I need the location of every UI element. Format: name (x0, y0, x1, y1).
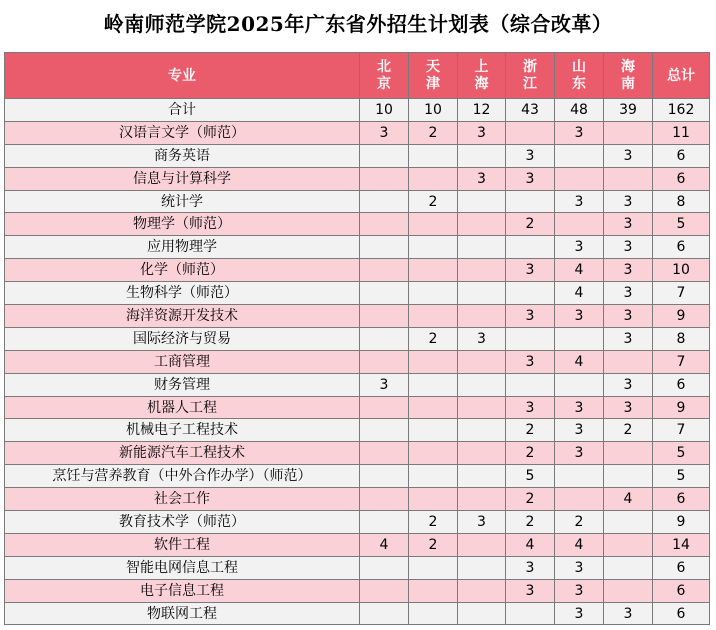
cell-total: 6 (653, 373, 710, 396)
table-row-grand-total (5, 99, 710, 122)
cell-beijing (360, 511, 409, 534)
column-header-beijing-line2: 京 (377, 75, 391, 92)
cell-shanghai (458, 465, 506, 488)
cell-hainan (604, 167, 653, 190)
cell-total: 6 (653, 488, 710, 511)
cell-beijing: 10 (360, 99, 409, 122)
cell-total: 10 (653, 259, 710, 282)
cell-major: 智能电网信息工程 (5, 556, 360, 579)
column-header-tianjin-line2: 津 (426, 75, 440, 92)
column-header-tianjin (409, 53, 458, 99)
cell-total: 7 (653, 282, 710, 305)
table-row (5, 511, 710, 534)
table-row (5, 419, 710, 442)
cell-zhejiang: 3 (506, 350, 555, 373)
cell-hainan (604, 465, 653, 488)
column-header-hainan-line1: 海 (621, 58, 635, 75)
cell-hainan: 3 (604, 396, 653, 419)
cell-shanghai: 3 (458, 167, 506, 190)
cell-total: 8 (653, 190, 710, 213)
cell-tianjin: 2 (409, 511, 458, 534)
cell-major: 烹饪与营养教育（中外合作办学）（师范） (5, 465, 360, 488)
cell-hainan (604, 556, 653, 579)
table-header-row (5, 53, 710, 99)
cell-shanghai (458, 144, 506, 167)
cell-zhejiang: 3 (506, 259, 555, 282)
cell-tianjin (409, 396, 458, 419)
cell-tianjin (409, 602, 458, 625)
cell-total: 6 (653, 236, 710, 259)
cell-tianjin (409, 259, 458, 282)
column-header-shandong-line2: 东 (572, 75, 586, 92)
cell-zhejiang: 3 (506, 167, 555, 190)
cell-hainan: 39 (604, 99, 653, 122)
cell-shanghai: 3 (458, 327, 506, 350)
cell-beijing (360, 442, 409, 465)
cell-major: 生物科学（师范） (5, 282, 360, 305)
cell-hainan: 3 (604, 236, 653, 259)
cell-beijing (360, 213, 409, 236)
cell-shandong: 3 (555, 305, 604, 328)
cell-tianjin (409, 144, 458, 167)
cell-zhejiang: 2 (506, 488, 555, 511)
cell-tianjin: 2 (409, 190, 458, 213)
cell-zhejiang (506, 236, 555, 259)
column-header-shandong (555, 53, 604, 99)
cell-tianjin (409, 282, 458, 305)
column-header-zhejiang (506, 53, 555, 99)
cell-shandong (555, 144, 604, 167)
cell-tianjin: 2 (409, 121, 458, 144)
cell-shandong: 3 (555, 121, 604, 144)
cell-major: 社会工作 (5, 488, 360, 511)
column-header-shanghai-line1: 上 (474, 58, 489, 75)
cell-tianjin (409, 556, 458, 579)
cell-beijing (360, 419, 409, 442)
cell-shandong: 3 (555, 579, 604, 602)
cell-beijing (360, 556, 409, 579)
cell-beijing (360, 144, 409, 167)
cell-zhejiang: 3 (506, 579, 555, 602)
cell-total: 8 (653, 327, 710, 350)
cell-shandong: 3 (555, 236, 604, 259)
cell-tianjin: 10 (409, 99, 458, 122)
cell-shanghai (458, 282, 506, 305)
cell-zhejiang: 3 (506, 144, 555, 167)
cell-shandong: 3 (555, 556, 604, 579)
cell-total: 5 (653, 442, 710, 465)
cell-beijing: 3 (360, 373, 409, 396)
table-row (5, 259, 710, 282)
cell-major: 统计学 (5, 190, 360, 213)
column-header-beijing-line1: 北 (377, 58, 391, 75)
cell-major: 合计 (5, 99, 360, 122)
cell-tianjin (409, 373, 458, 396)
cell-beijing (360, 465, 409, 488)
cell-zhejiang: 2 (506, 442, 555, 465)
cell-total: 11 (653, 121, 710, 144)
cell-major: 化学（师范） (5, 259, 360, 282)
cell-shandong: 3 (555, 419, 604, 442)
cell-shandong (555, 465, 604, 488)
column-header-hainan (604, 53, 653, 99)
cell-beijing (360, 305, 409, 328)
column-header-zhejiang-line2: 江 (523, 75, 537, 92)
cell-shanghai: 3 (458, 511, 506, 534)
cell-zhejiang: 2 (506, 511, 555, 534)
cell-shanghai (458, 236, 506, 259)
cell-total: 9 (653, 305, 710, 328)
cell-shanghai: 3 (458, 121, 506, 144)
cell-shandong (555, 488, 604, 511)
cell-zhejiang (506, 373, 555, 396)
cell-shandong: 3 (555, 442, 604, 465)
cell-beijing (360, 396, 409, 419)
cell-total: 14 (653, 533, 710, 556)
cell-tianjin (409, 419, 458, 442)
cell-shanghai (458, 602, 506, 625)
table-row (5, 488, 710, 511)
cell-major: 信息与计算科学 (5, 167, 360, 190)
cell-major: 物联网工程 (5, 602, 360, 625)
cell-beijing (360, 236, 409, 259)
cell-total: 6 (653, 602, 710, 625)
cell-zhejiang: 5 (506, 465, 555, 488)
cell-shanghai (458, 213, 506, 236)
cell-total: 5 (653, 213, 710, 236)
cell-zhejiang (506, 602, 555, 625)
cell-major: 电子信息工程 (5, 579, 360, 602)
cell-shandong (555, 373, 604, 396)
cell-zhejiang (506, 121, 555, 144)
cell-major: 软件工程 (5, 533, 360, 556)
table-row (5, 213, 710, 236)
cell-hainan: 3 (604, 259, 653, 282)
cell-shandong: 3 (555, 396, 604, 419)
cell-beijing (360, 602, 409, 625)
cell-hainan: 3 (604, 144, 653, 167)
cell-beijing (360, 579, 409, 602)
cell-shanghai (458, 396, 506, 419)
cell-hainan: 4 (604, 488, 653, 511)
cell-tianjin (409, 350, 458, 373)
cell-shanghai (458, 190, 506, 213)
cell-major: 机器人工程 (5, 396, 360, 419)
enrollment-plan-table (4, 52, 710, 625)
cell-hainan (604, 442, 653, 465)
cell-hainan: 3 (604, 602, 653, 625)
table-row (5, 236, 710, 259)
cell-tianjin (409, 305, 458, 328)
cell-shanghai (458, 579, 506, 602)
cell-hainan (604, 533, 653, 556)
cell-shandong (555, 167, 604, 190)
cell-beijing (360, 282, 409, 305)
cell-hainan (604, 579, 653, 602)
cell-hainan: 3 (604, 213, 653, 236)
cell-major: 物理学（师范） (5, 213, 360, 236)
cell-tianjin (409, 213, 458, 236)
cell-zhejiang: 4 (506, 533, 555, 556)
cell-shandong (555, 327, 604, 350)
cell-shandong: 48 (555, 99, 604, 122)
cell-total: 6 (653, 579, 710, 602)
column-header-total: 总计 (653, 53, 710, 99)
cell-zhejiang (506, 282, 555, 305)
cell-shanghai: 12 (458, 99, 506, 122)
cell-zhejiang: 3 (506, 305, 555, 328)
cell-tianjin: 2 (409, 533, 458, 556)
cell-tianjin (409, 442, 458, 465)
cell-tianjin (409, 488, 458, 511)
table-row (5, 373, 710, 396)
cell-beijing (360, 190, 409, 213)
column-header-shandong-line1: 山 (572, 58, 586, 75)
cell-zhejiang: 3 (506, 556, 555, 579)
cell-major: 应用物理学 (5, 236, 360, 259)
table-row (5, 465, 710, 488)
table-row (5, 602, 710, 625)
cell-tianjin (409, 167, 458, 190)
cell-total: 162 (653, 99, 710, 122)
cell-shanghai (458, 533, 506, 556)
cell-hainan: 2 (604, 419, 653, 442)
cell-beijing (360, 259, 409, 282)
cell-hainan: 3 (604, 190, 653, 213)
cell-hainan (604, 121, 653, 144)
cell-hainan: 3 (604, 305, 653, 328)
cell-major: 国际经济与贸易 (5, 327, 360, 350)
cell-zhejiang: 2 (506, 419, 555, 442)
cell-zhejiang: 43 (506, 99, 555, 122)
cell-shanghai (458, 556, 506, 579)
cell-shanghai (458, 419, 506, 442)
cell-tianjin (409, 465, 458, 488)
table-row (5, 144, 710, 167)
cell-major: 商务英语 (5, 144, 360, 167)
column-header-major: 专业 (5, 53, 360, 99)
cell-beijing: 3 (360, 121, 409, 144)
cell-hainan (604, 511, 653, 534)
cell-shanghai (458, 350, 506, 373)
cell-hainan: 3 (604, 282, 653, 305)
cell-shandong: 2 (555, 511, 604, 534)
cell-total: 6 (653, 556, 710, 579)
cell-beijing (360, 488, 409, 511)
column-header-zhejiang-line1: 浙 (523, 58, 537, 75)
table-row (5, 442, 710, 465)
table-row (5, 579, 710, 602)
column-header-hainan-line2: 南 (621, 75, 635, 92)
cell-shandong: 4 (555, 350, 604, 373)
column-header-shanghai (458, 53, 506, 99)
cell-major: 财务管理 (5, 373, 360, 396)
table-row (5, 396, 710, 419)
column-header-beijing (360, 53, 409, 99)
table-row (5, 533, 710, 556)
cell-beijing (360, 167, 409, 190)
cell-major: 工商管理 (5, 350, 360, 373)
cell-major: 教育技术学（师范） (5, 511, 360, 534)
cell-shandong: 3 (555, 190, 604, 213)
cell-total: 9 (653, 396, 710, 419)
cell-total: 7 (653, 350, 710, 373)
cell-zhejiang (506, 327, 555, 350)
cell-tianjin (409, 579, 458, 602)
cell-shanghai (458, 305, 506, 328)
cell-shandong (555, 213, 604, 236)
cell-shandong: 4 (555, 282, 604, 305)
table-row (5, 121, 710, 144)
cell-shandong: 3 (555, 602, 604, 625)
table-row (5, 167, 710, 190)
cell-total: 6 (653, 144, 710, 167)
cell-total: 5 (653, 465, 710, 488)
cell-shandong: 4 (555, 533, 604, 556)
cell-total: 6 (653, 167, 710, 190)
cell-shanghai (458, 373, 506, 396)
cell-hainan: 3 (604, 327, 653, 350)
cell-shanghai (458, 259, 506, 282)
cell-major: 汉语言文学（师范） (5, 121, 360, 144)
column-header-shanghai-line2: 海 (474, 75, 489, 92)
cell-major: 海洋资源开发技术 (5, 305, 360, 328)
column-header-tianjin-line1: 天 (426, 58, 440, 75)
table-row (5, 190, 710, 213)
cell-zhejiang: 3 (506, 396, 555, 419)
cell-major: 新能源汽车工程技术 (5, 442, 360, 465)
table-row (5, 305, 710, 328)
cell-hainan (604, 350, 653, 373)
cell-zhejiang (506, 190, 555, 213)
cell-major: 机械电子工程技术 (5, 419, 360, 442)
cell-beijing: 4 (360, 533, 409, 556)
cell-zhejiang: 2 (506, 213, 555, 236)
cell-shanghai (458, 488, 506, 511)
cell-shandong: 4 (555, 259, 604, 282)
cell-beijing (360, 350, 409, 373)
table-row (5, 350, 710, 373)
cell-beijing (360, 327, 409, 350)
cell-hainan: 3 (604, 373, 653, 396)
cell-tianjin (409, 236, 458, 259)
page-title: 岭南师范学院2025年广东省外招生计划表（综合改革） (103, 12, 613, 36)
cell-shanghai (458, 442, 506, 465)
cell-total: 9 (653, 511, 710, 534)
table-row (5, 556, 710, 579)
table-row (5, 327, 710, 350)
table-row (5, 282, 710, 305)
cell-tianjin: 2 (409, 327, 458, 350)
cell-total: 7 (653, 419, 710, 442)
